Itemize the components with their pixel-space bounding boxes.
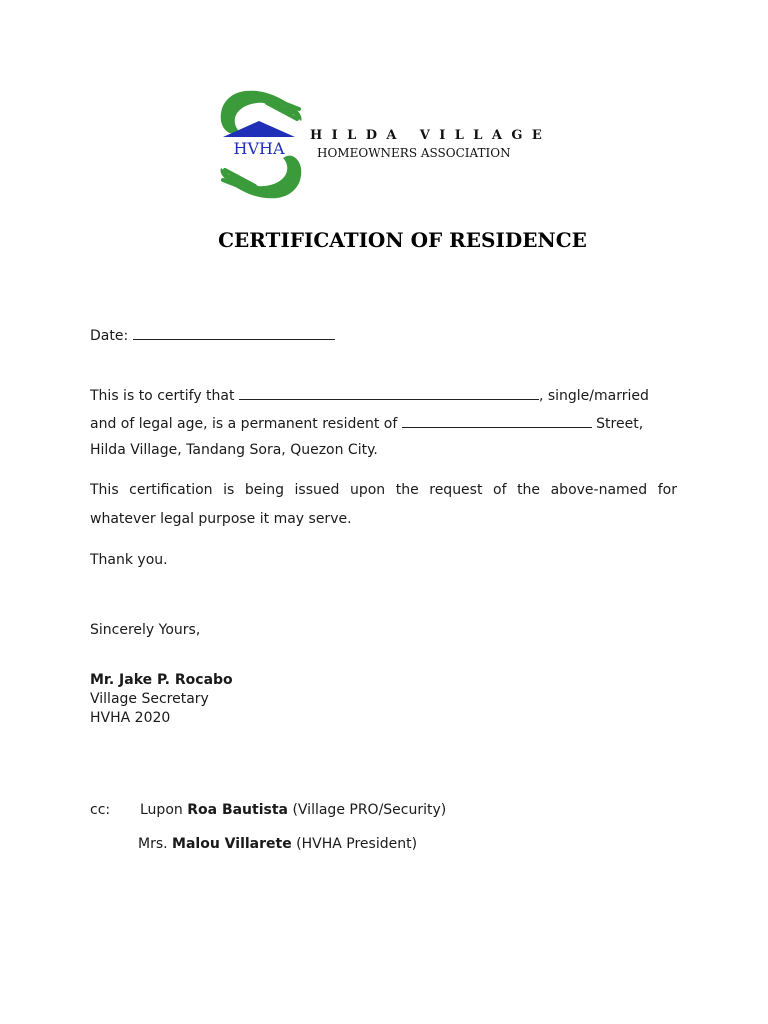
para1-resident-text: and of legal age, is a permanent resident of — [90, 416, 398, 432]
logo-text: HVHA — [233, 139, 285, 158]
para1-line2 — [90, 411, 643, 434]
para1-street-text: Street, — [596, 416, 644, 432]
para2-line1: This certification is being issued upon the request of the above-named for — [90, 482, 677, 498]
name-blank — [239, 383, 539, 400]
cc-recipient — [140, 800, 446, 820]
para1-address-text: Hilda Village, Tandang Sora, Quezon City. — [90, 442, 378, 458]
cc-name: Malou Villarete — [172, 836, 292, 852]
cc-prefix: Lupon — [140, 802, 183, 818]
para1-status-text: , single/married — [538, 388, 649, 404]
org-subtitle: HOMEOWNERS ASSOCIATION — [317, 146, 511, 160]
cc-recipient — [138, 834, 417, 854]
signatory-org: HVHA 2020 — [90, 710, 171, 726]
signatory-name: Mr. Jake P. Rocabo — [90, 672, 233, 688]
para1-line3 — [90, 440, 378, 460]
signatory-position: Village Secretary — [90, 691, 209, 707]
org-name: HILDA VILLAGE — [310, 128, 552, 143]
date-line — [90, 323, 335, 346]
cc-prefix: Mrs. — [138, 836, 168, 852]
cc-name: Roa Bautista — [187, 802, 288, 818]
date-blank — [133, 323, 335, 340]
para1-certify-text: This is to certify that — [90, 388, 235, 404]
closing-text: Sincerely Yours, — [90, 622, 201, 638]
para1-line1 — [90, 383, 649, 406]
cc-label: cc: — [90, 802, 111, 818]
hvha-logo — [215, 87, 307, 202]
street-blank — [402, 411, 592, 428]
thanks-text: Thank you. — [90, 552, 168, 568]
document-title: CERTIFICATION OF RESIDENCE — [218, 228, 587, 252]
cc-role: (HVHA President) — [296, 836, 418, 852]
cc-role: (Village PRO/Security) — [292, 802, 447, 818]
para2-line2: whatever legal purpose it may serve. — [90, 511, 352, 527]
date-label: Date: — [90, 328, 129, 344]
